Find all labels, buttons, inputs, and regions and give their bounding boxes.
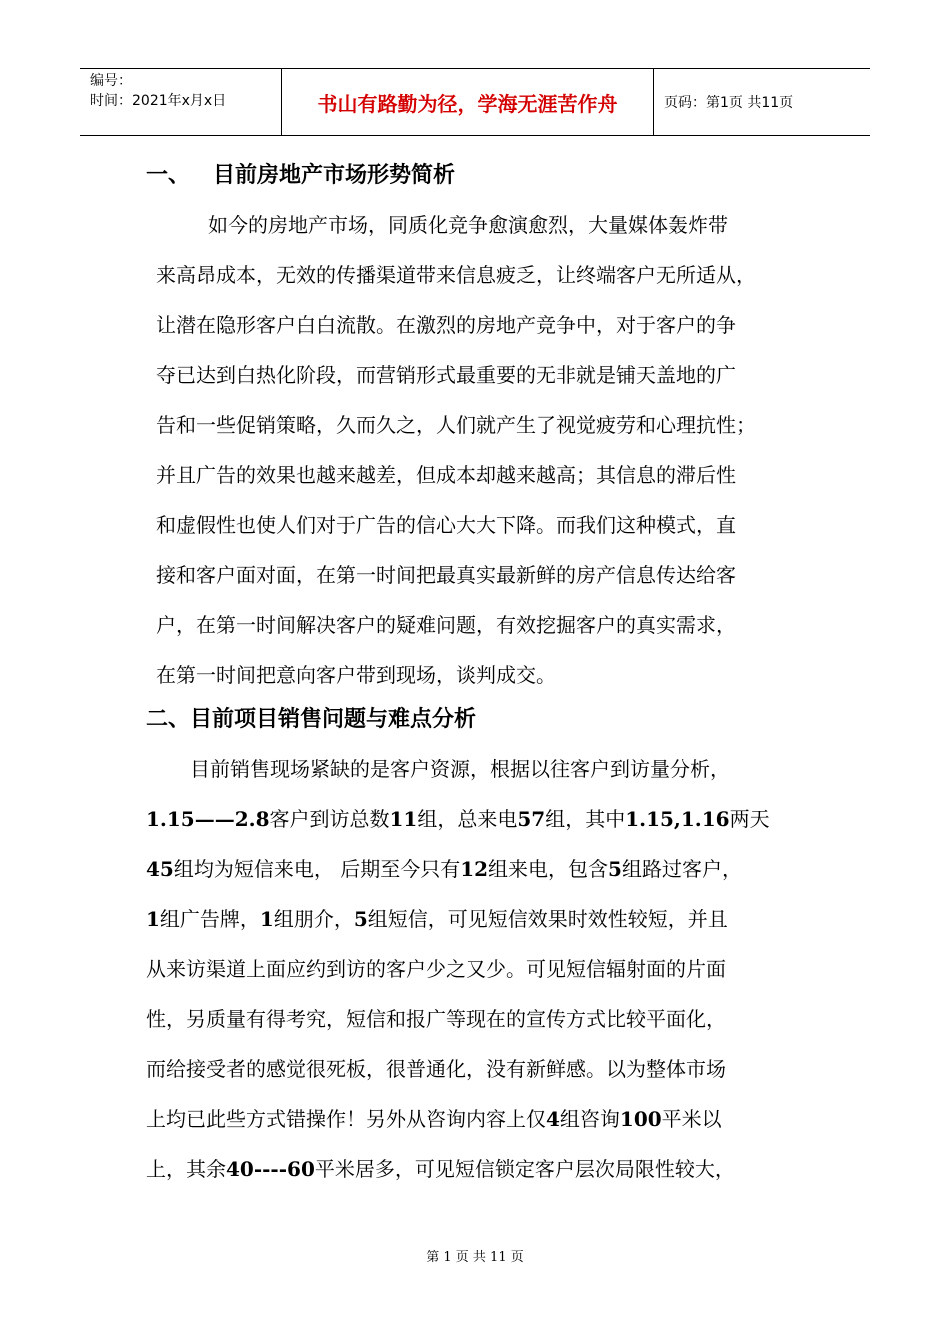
- paragraph-line: 让潜在隐形客户白白流散。在激烈的房地产竞争中，对于客户的争: [156, 313, 736, 337]
- header-motto-cell: [282, 69, 654, 135]
- section-1-number: 一、: [146, 163, 191, 188]
- page-footer: 第 1 页 共 11 页: [426, 1250, 524, 1265]
- header-motto: 书山有路勤为径，学海无涯苦作舟: [317, 91, 618, 116]
- paragraph-line: 上，其余40----60平米居多，可见短信锁定客户层次局限性较大，: [146, 1157, 735, 1181]
- paragraph-line: 接和客户面对面，在第一时间把最真实最新鲜的房产信息传达给客: [156, 563, 736, 587]
- paragraph-line: 如今的房地产市场，同质化竞争愈演愈烈，大量媒体轰炸带: [208, 213, 728, 237]
- section-2-paragraph: [146, 744, 821, 1194]
- section-1-paragraph: [146, 200, 821, 700]
- paragraph-line: 上均已此些方式错操作！另外从咨询内容上仅4组咨询100平米以: [146, 1107, 722, 1131]
- document-time-label: 时间：2021年x月x日: [90, 93, 227, 109]
- paragraph-line: 而给接受者的感觉很死板，很普通化，没有新鲜感。以为整体市场: [146, 1057, 726, 1081]
- document-body: [146, 160, 821, 1194]
- paragraph-line: 目前销售现场紧缺的是客户资源，根据以往客户到访量分析，: [190, 757, 730, 781]
- paragraph-line: 1组广告牌，1组朋介，5组短信，可见短信效果时效性较短，并且: [146, 907, 728, 931]
- section-1-heading: [146, 160, 821, 192]
- section-2-heading: 二、目前项目销售问题与难点分析: [146, 707, 477, 732]
- paragraph-line: 1.15——2.8客户到访总数11组，总来电57组，其中1.15,1.16两天: [146, 807, 770, 831]
- header-page-info: 页码：第1页 共11页: [664, 95, 794, 111]
- document-number-label: 编号：: [90, 73, 132, 89]
- paragraph-line: 来高昂成本，无效的传播渠道带来信息疲乏，让终端客户无所适从，: [156, 263, 756, 287]
- header-page-cell: [654, 69, 870, 135]
- paragraph-line: 性，另质量有得考究，短信和报广等现在的宣传方式比较平面化，: [146, 1007, 726, 1031]
- paragraph-line: 在第一时间把意向客户带到现场，谈判成交。: [156, 663, 556, 687]
- paragraph-line: 从来访渠道上面应约到访的客户少之又少。可见短信辐射面的片面: [146, 957, 726, 981]
- section-1-title: 目前房地产市场形势简析: [213, 163, 456, 188]
- paragraph-line: 45组均为短信来电， 后期至今只有12组来电，包含5组路过客户，: [146, 857, 742, 881]
- header-meta-cell: [80, 69, 282, 135]
- paragraph-line: 并且广告的效果也越来越差，但成本却越来越高；其信息的滞后性: [156, 463, 736, 487]
- paragraph-line: 告和一些促销策略，久而久之，人们就产生了视觉疲劳和心理抗性；: [156, 413, 756, 437]
- paragraph-line: 夺已达到白热化阶段，而营销形式最重要的无非就是铺天盖地的广: [156, 363, 736, 387]
- paragraph-line: 户，在第一时间解决客户的疑难问题，有效挖掘客户的真实需求，: [156, 613, 736, 637]
- document-header: [80, 68, 870, 136]
- paragraph-line: 和虚假性也使人们对于广告的信心大大下降。而我们这种模式，直: [156, 513, 736, 537]
